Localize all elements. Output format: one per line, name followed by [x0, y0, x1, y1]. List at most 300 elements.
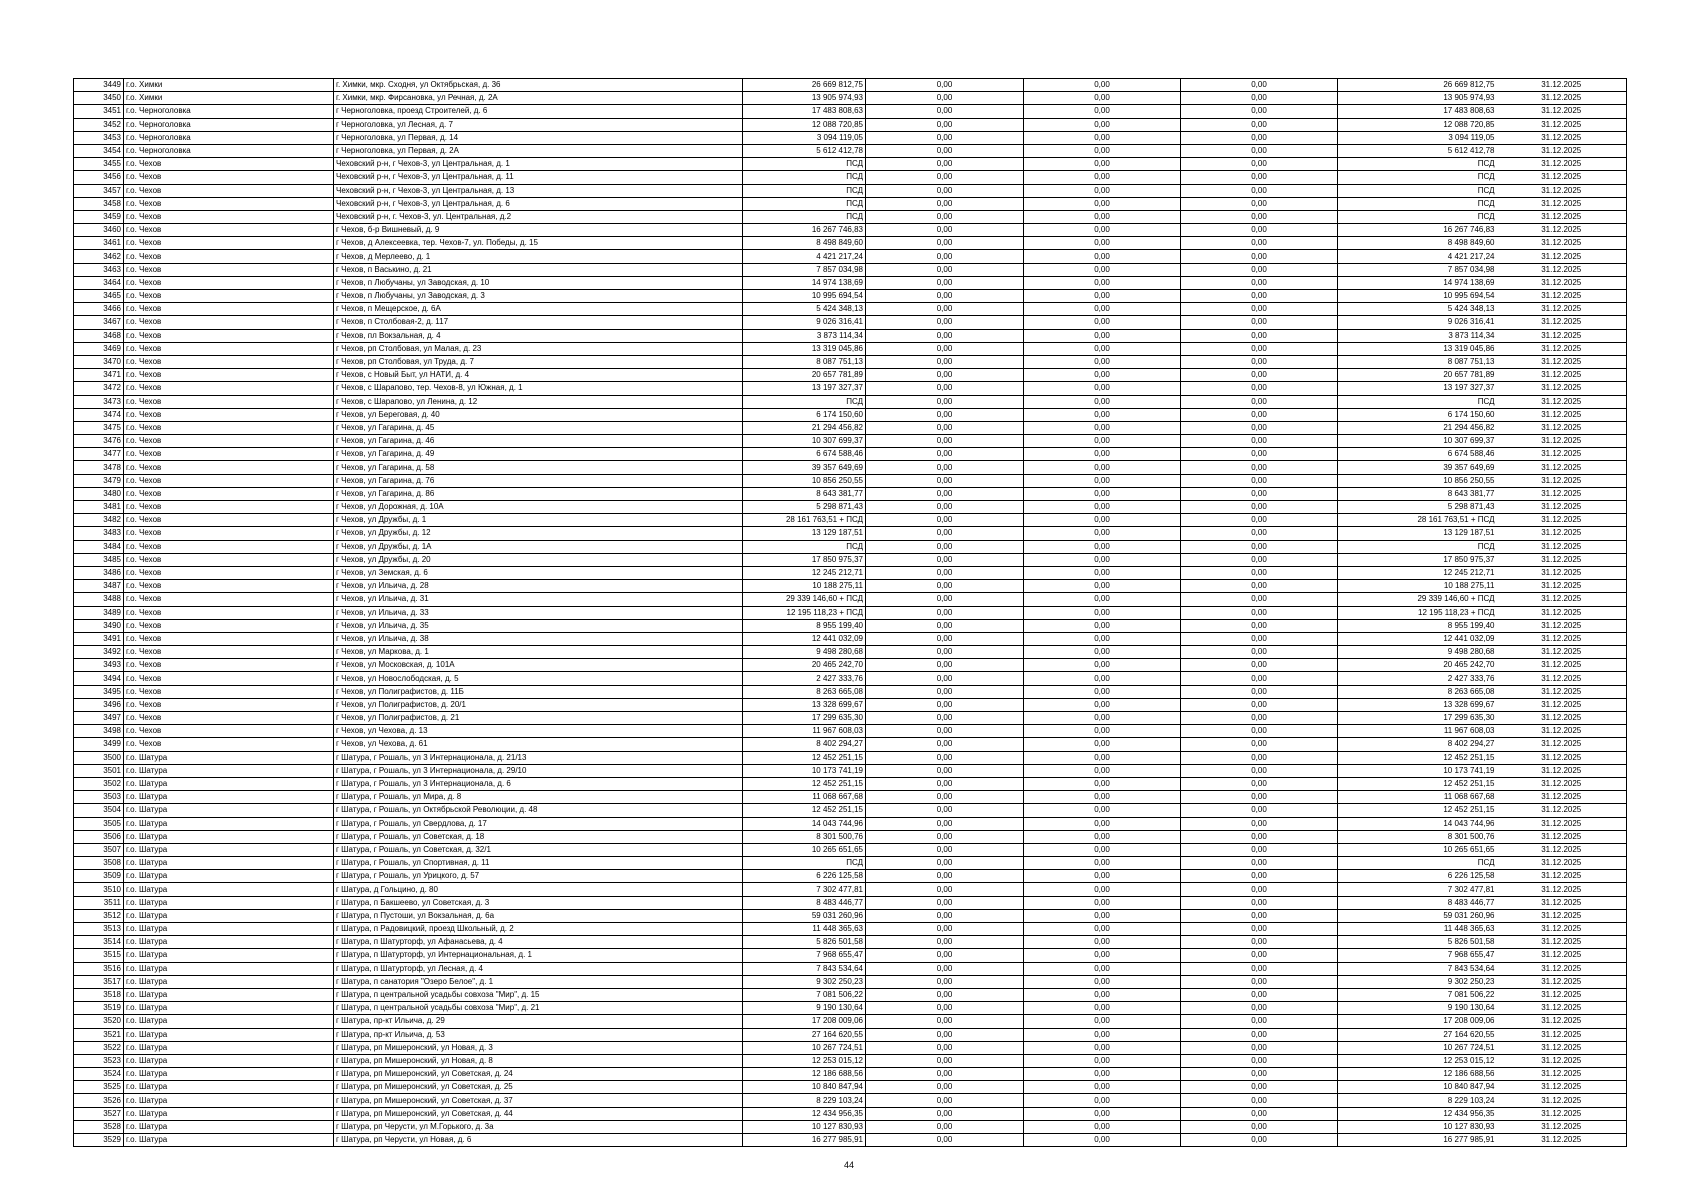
amount-col-4-cell: 0,00: [1181, 1107, 1338, 1120]
deadline-date-cell: 31.12.2025: [1497, 250, 1627, 263]
table-row: [74, 224, 1627, 237]
address-cell: г Шатура, п Пустоши, ул Вокзальная, д. 6а: [334, 909, 743, 922]
row-number-cell: 3462: [74, 250, 124, 263]
amount-col-3-cell: 0,00: [1024, 158, 1181, 171]
amount-col-4-cell: 0,00: [1181, 988, 1338, 1001]
amount-col-4-cell: 0,00: [1181, 896, 1338, 909]
district-cell: г.о. Шатура: [124, 909, 334, 922]
amount-final-cell: 10 267 724,51: [1338, 1041, 1497, 1054]
amount-final-cell: 6 674 588,46: [1338, 448, 1497, 461]
amount-col-3-cell: 0,00: [1024, 382, 1181, 395]
amount-col-4-cell: 0,00: [1181, 698, 1338, 711]
table-row: [74, 1028, 1627, 1041]
address-cell: г Шатура, г Рошаль, ул Спортивная, д. 11: [334, 857, 743, 870]
amount-col-3-cell: 0,00: [1024, 303, 1181, 316]
amount-final-cell: 7 857 034,98: [1338, 263, 1497, 276]
amount-col-4-cell: 0,00: [1181, 514, 1338, 527]
table-row: [74, 527, 1627, 540]
address-cell: г Шатура, рп Мишеронский, ул Советская, д. 37: [334, 1094, 743, 1107]
table-row: [74, 646, 1627, 659]
amount-final-cell: 29 339 146,60 + ПСД: [1338, 593, 1497, 606]
amount-col-4-cell: 0,00: [1181, 369, 1338, 382]
amount-col-2-cell: 0,00: [866, 395, 1024, 408]
amount-total-cell: 12 441 032,09: [743, 632, 866, 645]
deadline-date-cell: 31.12.2025: [1497, 118, 1627, 131]
amount-col-2-cell: 0,00: [866, 923, 1024, 936]
row-number-cell: 3454: [74, 144, 124, 157]
district-cell: г.о. Чехов: [124, 171, 334, 184]
table-row: [74, 421, 1627, 434]
amount-total-cell: 13 197 327,37: [743, 382, 866, 395]
amount-col-4-cell: 0,00: [1181, 171, 1338, 184]
amount-total-cell: ПСД: [743, 210, 866, 223]
amount-col-2-cell: 0,00: [866, 342, 1024, 355]
address-cell: г Шатура, д Гольцино, д. 80: [334, 883, 743, 896]
amount-final-cell: 11 967 608,03: [1338, 725, 1497, 738]
address-cell: г Чехов, ул Маркова, д. 1: [334, 646, 743, 659]
deadline-date-cell: 31.12.2025: [1497, 1028, 1627, 1041]
amount-final-cell: 9 498 280,68: [1338, 646, 1497, 659]
amount-col-2-cell: 0,00: [866, 92, 1024, 105]
amount-col-3-cell: 0,00: [1024, 896, 1181, 909]
amount-col-2-cell: 0,00: [866, 290, 1024, 303]
deadline-date-cell: 31.12.2025: [1497, 580, 1627, 593]
amount-col-4-cell: 0,00: [1181, 1002, 1338, 1015]
amount-col-4-cell: 0,00: [1181, 553, 1338, 566]
district-cell: г.о. Шатура: [124, 817, 334, 830]
row-number-cell: 3473: [74, 395, 124, 408]
district-cell: г.о. Химки: [124, 79, 334, 92]
amount-col-3-cell: 0,00: [1024, 329, 1181, 342]
amount-final-cell: 12 441 032,09: [1338, 632, 1497, 645]
amount-col-2-cell: 0,00: [866, 408, 1024, 421]
amount-col-3-cell: 0,00: [1024, 949, 1181, 962]
row-number-cell: 3466: [74, 303, 124, 316]
amount-col-4-cell: 0,00: [1181, 949, 1338, 962]
deadline-date-cell: 31.12.2025: [1497, 870, 1627, 883]
deadline-date-cell: 31.12.2025: [1497, 751, 1627, 764]
amount-col-2-cell: 0,00: [866, 105, 1024, 118]
amount-col-3-cell: 0,00: [1024, 857, 1181, 870]
amount-col-4-cell: 0,00: [1181, 210, 1338, 223]
amount-final-cell: 6 174 150,60: [1338, 408, 1497, 421]
amount-col-4-cell: 0,00: [1181, 632, 1338, 645]
district-cell: г.о. Чехов: [124, 342, 334, 355]
row-number-cell: 3455: [74, 158, 124, 171]
table-row: [74, 197, 1627, 210]
address-cell: г Черноголовка, ул Лесная, д. 7: [334, 118, 743, 131]
row-number-cell: 3496: [74, 698, 124, 711]
table-row: [74, 1068, 1627, 1081]
amount-total-cell: 12 253 015,12: [743, 1054, 866, 1067]
amount-col-4-cell: 0,00: [1181, 461, 1338, 474]
address-cell: г Чехов, ул Полиграфистов, д. 21: [334, 712, 743, 725]
amount-col-4-cell: 0,00: [1181, 606, 1338, 619]
district-cell: г.о. Шатура: [124, 791, 334, 804]
amount-total-cell: 16 267 746,83: [743, 224, 866, 237]
amount-col-3-cell: 0,00: [1024, 580, 1181, 593]
amount-col-4-cell: 0,00: [1181, 751, 1338, 764]
deadline-date-cell: 31.12.2025: [1497, 421, 1627, 434]
amount-col-2-cell: 0,00: [866, 1041, 1024, 1054]
deadline-date-cell: 31.12.2025: [1497, 593, 1627, 606]
amount-col-2-cell: 0,00: [866, 566, 1024, 579]
amount-total-cell: 6 674 588,46: [743, 448, 866, 461]
district-cell: г.о. Чехов: [124, 408, 334, 421]
row-number-cell: 3527: [74, 1107, 124, 1120]
table-row: [74, 369, 1627, 382]
address-cell: г Чехов, п Васькино, д. 21: [334, 263, 743, 276]
district-cell: г.о. Чехов: [124, 395, 334, 408]
amount-final-cell: 7 843 534,64: [1338, 962, 1497, 975]
deadline-date-cell: 31.12.2025: [1497, 210, 1627, 223]
amount-total-cell: 11 967 608,03: [743, 725, 866, 738]
amount-col-4-cell: 0,00: [1181, 421, 1338, 434]
amount-final-cell: 16 267 746,83: [1338, 224, 1497, 237]
address-cell: Чеховский р-н, г Чехов-3, ул Центральная, д. 1: [334, 158, 743, 171]
amount-col-3-cell: 0,00: [1024, 685, 1181, 698]
district-cell: г.о. Чехов: [124, 210, 334, 223]
amount-col-2-cell: 0,00: [866, 197, 1024, 210]
amount-col-2-cell: 0,00: [866, 1002, 1024, 1015]
amount-col-3-cell: 0,00: [1024, 1094, 1181, 1107]
amount-col-3-cell: 0,00: [1024, 448, 1181, 461]
amount-final-cell: 21 294 456,82: [1338, 421, 1497, 434]
address-cell: г Чехов, ул Гагарина, д. 86: [334, 487, 743, 500]
address-cell: г Чехов, ул Дружбы, д. 1А: [334, 540, 743, 553]
amount-col-3-cell: 0,00: [1024, 1054, 1181, 1067]
address-cell: г Шатура, п Радовицкий, проезд Школьный, д. 2: [334, 923, 743, 936]
amount-col-4-cell: 0,00: [1181, 738, 1338, 751]
deadline-date-cell: 31.12.2025: [1497, 619, 1627, 632]
deadline-date-cell: 31.12.2025: [1497, 171, 1627, 184]
district-cell: г.о. Шатура: [124, 1107, 334, 1120]
district-cell: г.о. Шатура: [124, 870, 334, 883]
address-cell: г Шатура, пр-кт Ильича, д. 29: [334, 1015, 743, 1028]
amount-col-2-cell: 0,00: [866, 593, 1024, 606]
amount-final-cell: 4 421 217,24: [1338, 250, 1497, 263]
amount-total-cell: 12 434 956,35: [743, 1107, 866, 1120]
row-number-cell: 3452: [74, 118, 124, 131]
amount-col-4-cell: 0,00: [1181, 224, 1338, 237]
amount-col-3-cell: 0,00: [1024, 566, 1181, 579]
amount-total-cell: 7 302 477,81: [743, 883, 866, 896]
row-number-cell: 3484: [74, 540, 124, 553]
table-row: [74, 448, 1627, 461]
amount-total-cell: 8 263 665,08: [743, 685, 866, 698]
deadline-date-cell: 31.12.2025: [1497, 92, 1627, 105]
row-number-cell: 3515: [74, 949, 124, 962]
amount-total-cell: 10 265 651,65: [743, 843, 866, 856]
amount-final-cell: 14 974 138,69: [1338, 276, 1497, 289]
amount-total-cell: 12 195 118,23 + ПСД: [743, 606, 866, 619]
table-row: [74, 975, 1627, 988]
amount-final-cell: ПСД: [1338, 395, 1497, 408]
amount-total-cell: ПСД: [743, 197, 866, 210]
address-cell: г Чехов, п Столбовая-2, д. 117: [334, 316, 743, 329]
table-row: [74, 962, 1627, 975]
row-number-cell: 3518: [74, 988, 124, 1001]
address-cell: г Чехов, рп Столбовая, ул Малая, д. 23: [334, 342, 743, 355]
address-cell: г Шатура, п Шатурторф, ул Лесная, д. 4: [334, 962, 743, 975]
row-number-cell: 3526: [74, 1094, 124, 1107]
amount-col-3-cell: 0,00: [1024, 1041, 1181, 1054]
row-number-cell: 3474: [74, 408, 124, 421]
amount-col-3-cell: 0,00: [1024, 171, 1181, 184]
amount-total-cell: 8 498 849,60: [743, 237, 866, 250]
amount-total-cell: 8 643 381,77: [743, 487, 866, 500]
amount-col-4-cell: 0,00: [1181, 1041, 1338, 1054]
table-row: [74, 1041, 1627, 1054]
table-row: [74, 435, 1627, 448]
row-number-cell: 3465: [74, 290, 124, 303]
amount-col-2-cell: 0,00: [866, 632, 1024, 645]
amount-final-cell: 3 094 119,05: [1338, 131, 1497, 144]
amount-final-cell: 10 188 275,11: [1338, 580, 1497, 593]
amount-final-cell: 12 452 251,15: [1338, 804, 1497, 817]
address-cell: г Чехов, ул Чехова, д. 13: [334, 725, 743, 738]
address-cell: г Шатура, г Рошаль, ул 3 Интернационала, д. 21/13: [334, 751, 743, 764]
row-number-cell: 3498: [74, 725, 124, 738]
district-cell: г.о. Шатура: [124, 1002, 334, 1015]
table-row: [74, 263, 1627, 276]
amount-total-cell: 7 081 506,22: [743, 988, 866, 1001]
deadline-date-cell: 31.12.2025: [1497, 131, 1627, 144]
amount-col-2-cell: 0,00: [866, 909, 1024, 922]
district-cell: г.о. Чехов: [124, 712, 334, 725]
district-cell: г.о. Шатура: [124, 843, 334, 856]
row-number-cell: 3488: [74, 593, 124, 606]
table-row: [74, 883, 1627, 896]
amount-col-3-cell: 0,00: [1024, 290, 1181, 303]
address-cell: г Чехов, п Любучаны, ул Заводская, д. 10: [334, 276, 743, 289]
deadline-date-cell: 31.12.2025: [1497, 1068, 1627, 1081]
table-row: [74, 1107, 1627, 1120]
row-number-cell: 3493: [74, 659, 124, 672]
amount-col-4-cell: 0,00: [1181, 79, 1338, 92]
deadline-date-cell: 31.12.2025: [1497, 487, 1627, 500]
row-number-cell: 3471: [74, 369, 124, 382]
district-cell: г.о. Шатура: [124, 1081, 334, 1094]
row-number-cell: 3458: [74, 197, 124, 210]
district-cell: г.о. Шатура: [124, 1120, 334, 1133]
amount-col-4-cell: 0,00: [1181, 448, 1338, 461]
address-cell: г Шатура, п Шатурторф, ул Афанасьева, д. 4: [334, 936, 743, 949]
address-cell: г Шатура, г Рошаль, ул Советская, д. 32/1: [334, 843, 743, 856]
address-cell: г Шатура, г Рошаль, ул Октябрьской Революции, д. 48: [334, 804, 743, 817]
address-cell: Чеховский р-н, г Чехов-3, ул Центральная, д. 6: [334, 197, 743, 210]
amount-col-3-cell: 0,00: [1024, 791, 1181, 804]
amount-col-3-cell: 0,00: [1024, 118, 1181, 131]
row-number-cell: 3476: [74, 435, 124, 448]
table-row: [74, 237, 1627, 250]
table-row: [74, 764, 1627, 777]
district-cell: г.о. Чехов: [124, 527, 334, 540]
amount-col-2-cell: 0,00: [866, 171, 1024, 184]
address-cell: г Черноголовка, проезд Строителей, д. 6: [334, 105, 743, 118]
amount-col-3-cell: 0,00: [1024, 843, 1181, 856]
address-cell: г Шатура, пр-кт Ильича, д. 53: [334, 1028, 743, 1041]
district-cell: г.о. Чехов: [124, 184, 334, 197]
row-number-cell: 3472: [74, 382, 124, 395]
amount-final-cell: 12 452 251,15: [1338, 751, 1497, 764]
amount-col-3-cell: 0,00: [1024, 1120, 1181, 1133]
deadline-date-cell: 31.12.2025: [1497, 712, 1627, 725]
amount-col-2-cell: 0,00: [866, 580, 1024, 593]
deadline-date-cell: 31.12.2025: [1497, 1015, 1627, 1028]
amount-col-4-cell: 0,00: [1181, 804, 1338, 817]
amount-col-2-cell: 0,00: [866, 1081, 1024, 1094]
row-number-cell: 3521: [74, 1028, 124, 1041]
deadline-date-cell: 31.12.2025: [1497, 843, 1627, 856]
deadline-date-cell: 31.12.2025: [1497, 342, 1627, 355]
amount-total-cell: 17 208 009,06: [743, 1015, 866, 1028]
amount-final-cell: 8 087 751,13: [1338, 355, 1497, 368]
amount-final-cell: 10 307 699,37: [1338, 435, 1497, 448]
table-row: [74, 355, 1627, 368]
table-row: [74, 158, 1627, 171]
table-row: [74, 804, 1627, 817]
deadline-date-cell: 31.12.2025: [1497, 316, 1627, 329]
deadline-date-cell: 31.12.2025: [1497, 1120, 1627, 1133]
amount-col-4-cell: 0,00: [1181, 830, 1338, 843]
table-row: [74, 593, 1627, 606]
deadline-date-cell: 31.12.2025: [1497, 553, 1627, 566]
address-cell: г Чехов, ул Дружбы, д. 12: [334, 527, 743, 540]
district-cell: г.о. Шатура: [124, 751, 334, 764]
deadline-date-cell: 31.12.2025: [1497, 355, 1627, 368]
amount-final-cell: ПСД: [1338, 540, 1497, 553]
amount-col-4-cell: 0,00: [1181, 237, 1338, 250]
amount-final-cell: 12 195 118,23 + ПСД: [1338, 606, 1497, 619]
amount-col-4-cell: 0,00: [1181, 382, 1338, 395]
amount-col-2-cell: 0,00: [866, 355, 1024, 368]
amount-total-cell: 59 031 260,96: [743, 909, 866, 922]
amount-final-cell: 17 299 635,30: [1338, 712, 1497, 725]
address-cell: г Шатура, п центральной усадьбы совхоза "Мир", д. 15: [334, 988, 743, 1001]
address-cell: г Чехов, ул Ильича, д. 31: [334, 593, 743, 606]
page-number: 44: [843, 1160, 854, 1170]
deadline-date-cell: 31.12.2025: [1497, 817, 1627, 830]
row-number-cell: 3499: [74, 738, 124, 751]
row-number-cell: 3477: [74, 448, 124, 461]
row-number-cell: 3491: [74, 632, 124, 645]
row-number-cell: 3470: [74, 355, 124, 368]
amount-total-cell: ПСД: [743, 395, 866, 408]
district-cell: г.о. Шатура: [124, 764, 334, 777]
row-number-cell: 3508: [74, 857, 124, 870]
district-cell: г.о. Чехов: [124, 540, 334, 553]
amount-col-3-cell: 0,00: [1024, 1107, 1181, 1120]
amount-total-cell: 17 299 635,30: [743, 712, 866, 725]
amount-col-4-cell: 0,00: [1181, 184, 1338, 197]
amount-col-2-cell: 0,00: [866, 646, 1024, 659]
amount-final-cell: 8 498 849,60: [1338, 237, 1497, 250]
amount-col-2-cell: 0,00: [866, 804, 1024, 817]
table-row: [74, 316, 1627, 329]
district-cell: г.о. Чехов: [124, 632, 334, 645]
district-cell: г.о. Чехов: [124, 290, 334, 303]
table-row: [74, 1094, 1627, 1107]
amount-col-3-cell: 0,00: [1024, 870, 1181, 883]
district-cell: г.о. Шатура: [124, 1028, 334, 1041]
amount-total-cell: 12 452 251,15: [743, 804, 866, 817]
amount-col-4-cell: 0,00: [1181, 316, 1338, 329]
amount-col-4-cell: 0,00: [1181, 672, 1338, 685]
deadline-date-cell: 31.12.2025: [1497, 777, 1627, 790]
amount-col-4-cell: 0,00: [1181, 777, 1338, 790]
amount-col-4-cell: 0,00: [1181, 197, 1338, 210]
amount-total-cell: 3 094 119,05: [743, 131, 866, 144]
amount-col-4-cell: 0,00: [1181, 817, 1338, 830]
amount-col-3-cell: 0,00: [1024, 830, 1181, 843]
address-cell: г Чехов, ул Ильича, д. 33: [334, 606, 743, 619]
table-row: [74, 290, 1627, 303]
amount-col-4-cell: 0,00: [1181, 263, 1338, 276]
district-cell: г.о. Черноголовка: [124, 105, 334, 118]
table-row: [74, 936, 1627, 949]
amount-col-3-cell: 0,00: [1024, 514, 1181, 527]
deadline-date-cell: 31.12.2025: [1497, 857, 1627, 870]
table-row: [74, 171, 1627, 184]
amount-col-2-cell: 0,00: [866, 619, 1024, 632]
deadline-date-cell: 31.12.2025: [1497, 698, 1627, 711]
amount-col-4-cell: 0,00: [1181, 1028, 1338, 1041]
amount-total-cell: 6 226 125,58: [743, 870, 866, 883]
address-cell: г Чехов, ул Дорожная, д. 10А: [334, 501, 743, 514]
amount-total-cell: 5 424 348,13: [743, 303, 866, 316]
deadline-date-cell: 31.12.2025: [1497, 1094, 1627, 1107]
table-row: [74, 949, 1627, 962]
amount-col-2-cell: 0,00: [866, 883, 1024, 896]
amount-final-cell: 8 955 199,40: [1338, 619, 1497, 632]
table-row: [74, 712, 1627, 725]
amount-total-cell: 7 857 034,98: [743, 263, 866, 276]
row-number-cell: 3528: [74, 1120, 124, 1133]
amount-col-4-cell: 0,00: [1181, 870, 1338, 883]
deadline-date-cell: 31.12.2025: [1497, 158, 1627, 171]
row-number-cell: 3517: [74, 975, 124, 988]
district-cell: г.о. Шатура: [124, 1054, 334, 1067]
deadline-date-cell: 31.12.2025: [1497, 144, 1627, 157]
address-cell: г Шатура, рп Мишеронский, ул Советская, д. 24: [334, 1068, 743, 1081]
amount-final-cell: 8 643 381,77: [1338, 487, 1497, 500]
table-row: [74, 988, 1627, 1001]
amount-col-3-cell: 0,00: [1024, 540, 1181, 553]
address-cell: г Чехов, п Мещерское, д. 6А: [334, 303, 743, 316]
row-number-cell: 3519: [74, 1002, 124, 1015]
amount-col-3-cell: 0,00: [1024, 672, 1181, 685]
deadline-date-cell: 31.12.2025: [1497, 237, 1627, 250]
row-number-cell: 3486: [74, 566, 124, 579]
amount-col-4-cell: 0,00: [1181, 355, 1338, 368]
table-row: [74, 751, 1627, 764]
table-row: [74, 738, 1627, 751]
table-row: [74, 105, 1627, 118]
deadline-date-cell: 31.12.2025: [1497, 791, 1627, 804]
amount-col-3-cell: 0,00: [1024, 659, 1181, 672]
amount-col-4-cell: 0,00: [1181, 843, 1338, 856]
amount-total-cell: 13 129 187,51: [743, 527, 866, 540]
amount-col-3-cell: 0,00: [1024, 197, 1181, 210]
row-number-cell: 3469: [74, 342, 124, 355]
amount-col-4-cell: 0,00: [1181, 303, 1338, 316]
row-number-cell: 3507: [74, 843, 124, 856]
amount-col-4-cell: 0,00: [1181, 646, 1338, 659]
row-number-cell: 3461: [74, 237, 124, 250]
table-row: [74, 1081, 1627, 1094]
amount-col-3-cell: 0,00: [1024, 962, 1181, 975]
